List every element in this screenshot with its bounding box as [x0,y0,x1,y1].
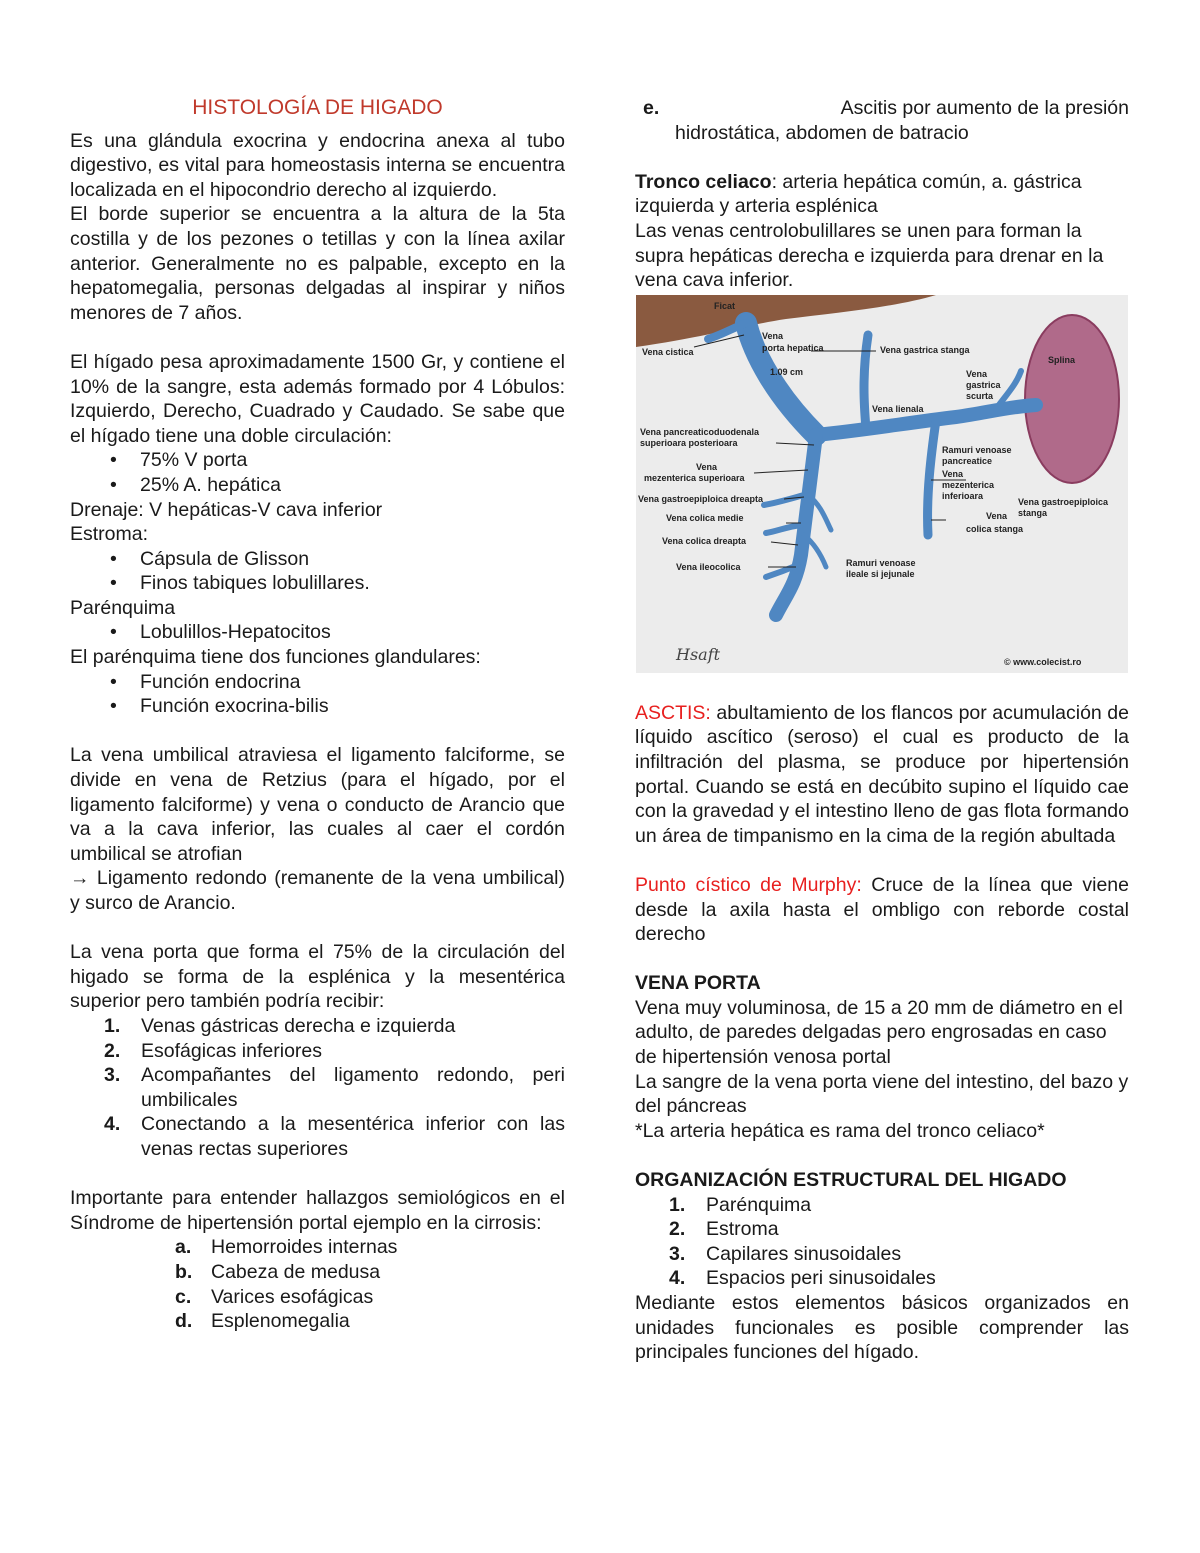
label-mes-sup-2: mezenterica superioara [644,472,745,483]
list-item: • Función exocrina-bilis [110,694,565,719]
funciones-label: El parénquima tiene dos funciones glandulares: [70,646,481,669]
estroma-list [70,547,565,596]
label-mes-inf-1: Vena [942,468,964,479]
list-item: • 75% V porta [110,448,565,473]
label-lienala: Vena lienala [872,403,924,414]
label-mes-inf-3: inferioara [942,490,984,501]
label-mes-sup-1: Vena [696,461,718,472]
organizacion-heading: ORGANIZACIÓN ESTRUCTURAL DEL HIGADO [635,1169,1067,1192]
intro-paragraph: Es una glándula exocrina y endocrina anexa al tubo digestivo, es vital para homeostasis interna se encuentra localizada en el hipocondrio derecho al izquierdo. [70,129,565,201]
lettered-list [70,1235,565,1333]
label-ileocolica: Vena ileocolica [676,561,741,572]
vena-porta-heading: VENA PORTA [635,972,761,995]
drenaje-line: Drenaje: V hepáticas-V cava inferior [70,498,383,521]
peso-paragraph: El hígado pesa aproximadamente 1500 Gr, y contiene el 10% de la sangre, esta además formado por 4 Lóbulos: Izquierdo, Derecho, Cuadrado y Caudado. Se sabe que el hígado tiene una doble circulación: [70,350,565,447]
label-credit: © www.colecist.ro [1004,656,1082,667]
list-item: 1. Parénquima [669,1193,812,1216]
label-colica-medie: Vena colica medie [666,512,744,523]
vena-porta-text-1: Vena muy voluminosa, de 15 a 20 mm de diámetro en el adulto, de paredes delgadas pero engrosadas en caso de hipertensión venosa portal [635,996,1123,1069]
borde-paragraph: El borde superior se encuentra a la altura de la 5ta costilla y de los pezones o tetillas y con la línea axilar anterior. Generalmente no es palpable, excepto en la hepatomegalia, personas delgadas al inspirar y niños menores de 7 años. [70,203,565,324]
list-item: • Función endocrina [110,670,565,695]
label-vena-porta-2: porta hepatica [762,342,824,353]
arrow-icon: → [70,867,90,890]
label-colica-stanga-2: colica stanga [966,523,1024,534]
circulation-list [70,448,565,497]
label-splina: Splina [1048,354,1076,365]
list-item: • 25% A. hepática [110,473,565,498]
organizacion-list [635,1193,1129,1291]
label-gastrica-scurta-3: scurta [966,390,994,401]
list-item: 1. Venas gástricas derecha e izquierda [104,1014,456,1037]
vena-porta-text-2: La sangre de la vena porta viene del intestino, del bazo y del páncreas [635,1070,1129,1118]
page-title: HISTOLOGÍA DE HIGADO [192,96,443,119]
estroma-label: Estroma: [70,523,149,546]
list-item: 2. Esofágicas inferiores [104,1039,323,1062]
ligamento-paragraph: → Ligamento redondo (remanente de la vena umbilical) y surco de Arancio. [70,867,565,914]
label-ramuri-pancreatice-1: Ramuri venoase [942,444,1012,455]
parenquima-list [70,620,565,645]
portal-vein-illustration [636,295,1128,673]
list-item: b. Cabeza de medusa [175,1260,381,1283]
label-gastrica-stanga: Vena gastrica stanga [880,344,970,355]
list-item: 3. Capilares sinusoidales [669,1242,902,1265]
vena-porta-paragraph: La vena porta que forma el 75% de la circulación del higado se forma de la esplénica y la mesentérica superior pero también podría recibir: [70,941,565,1013]
list-item: • Finos tabiques lobulillares. [110,571,565,596]
left-column [70,96,565,1334]
vena-umbilical-paragraph: La vena umbilical atraviesa el ligamento falciforme, se divide en vena de Retzius (para el hígado, por el ligamento falciforme) y vena o conducto de Arancio que va a la cava inferior, las cuales al caer el cordón umbilical se atrofian [70,744,565,865]
label-gastrica-scurta-1: Vena [966,368,988,379]
label-ficat: Ficat [714,300,736,311]
label-gastrica-scurta-2: gastrica [966,379,1001,390]
parenquima-label: Parénquima [70,596,176,619]
vena-porta-text-3: *La arteria hepática es rama del tronco celiaco* [635,1119,1045,1142]
organizacion-paragraph: Mediante estos elementos básicos organizados en unidades funcionales es posible comprender las principales funciones del hígado. [635,1292,1129,1364]
asctis-paragraph: ASCTIS: abultamiento de los flancos por acumulación de líquido ascítico (seroso) el cual es producto de la infiltración del plasma, se produce por hipertensión portal. Cuando se está en decúbito supino el líquido cae con la gravedad y el intestino lleno de gas flota formando un área de timpanismo en la cima de la región abultada [635,701,1129,847]
label-gastroepiploica-dr: Vena gastroepiploica dreapta [638,493,764,504]
funciones-list [70,670,565,719]
label-ramuri-pancreatice-2: pancreatice [942,455,993,466]
venas-paragraph: Las venas centrolobulillares se unen para forman la supra hepáticas derecha e izquierda para drenar en la vena cava inferior. [635,219,1104,292]
list-item: d. Esplenomegalia [175,1310,350,1333]
right-column [635,96,1129,1365]
list-item-e: e. Ascitis por aumento de la presión hidrostática, abdomen de batracio [643,97,1129,144]
label-ramuri-ileale-1: Ramuri venoase [846,557,916,568]
list-item: 2. Estroma [669,1218,779,1241]
list-item: • Cápsula de Glisson [110,547,565,572]
label-gastroepiploica-st-1: Vena gastroepiploica [1018,496,1109,507]
label-ramuri-ileale-2: ileale si jejunale [846,568,915,579]
list-item: 4. Espacios peri sinusoidales [669,1267,936,1290]
label-colica-dreapta: Vena colica dreapta [662,535,747,546]
tronco-paragraph: Tronco celiaco: arteria hepática común, a. gástrica izquierda y arteria esplénica [635,170,1082,218]
label-colica-stanga-1: Vena [986,510,1008,521]
label-cm: 1.09 cm [770,366,804,377]
label-vena-cistica: Vena cistica [642,346,694,357]
left-gastric-vein [864,335,868,429]
portal-vein-diagram [636,295,1128,673]
list-item: • Lobulillos-Hepatocitos [110,620,565,645]
label-mes-inf-2: mezenterica [942,479,995,490]
list-item: 3. Acompañantes del ligamento redondo, peri umbilicales [104,1064,565,1111]
murphy-paragraph: Punto cístico de Murphy: Cruce de la línea que viene desde la axila hasta el ombligo con reborde costal derecho [635,873,1129,946]
list-item: c. Varices esofágicas [175,1285,374,1308]
label-pancreatico-2: superioara posterioara [640,437,738,448]
numbered-list [70,1014,565,1162]
signature: Hsaft [676,644,721,664]
label-pancreatico-1: Vena pancreaticoduodenala [640,426,760,437]
label-vena-porta: Vena [762,330,784,341]
label-gastroepiploica-st-2: stanga [1018,507,1048,518]
list-item: a. Hemorroides internas [175,1236,398,1259]
list-item: 4. Conectando a la mesentérica inferior con las venas rectas superiores [104,1113,565,1160]
importante-paragraph: Importante para entender hallazgos semiológicos en el Síndrome de hipertensión portal ejemplo en la cirrosis: [70,1187,565,1234]
